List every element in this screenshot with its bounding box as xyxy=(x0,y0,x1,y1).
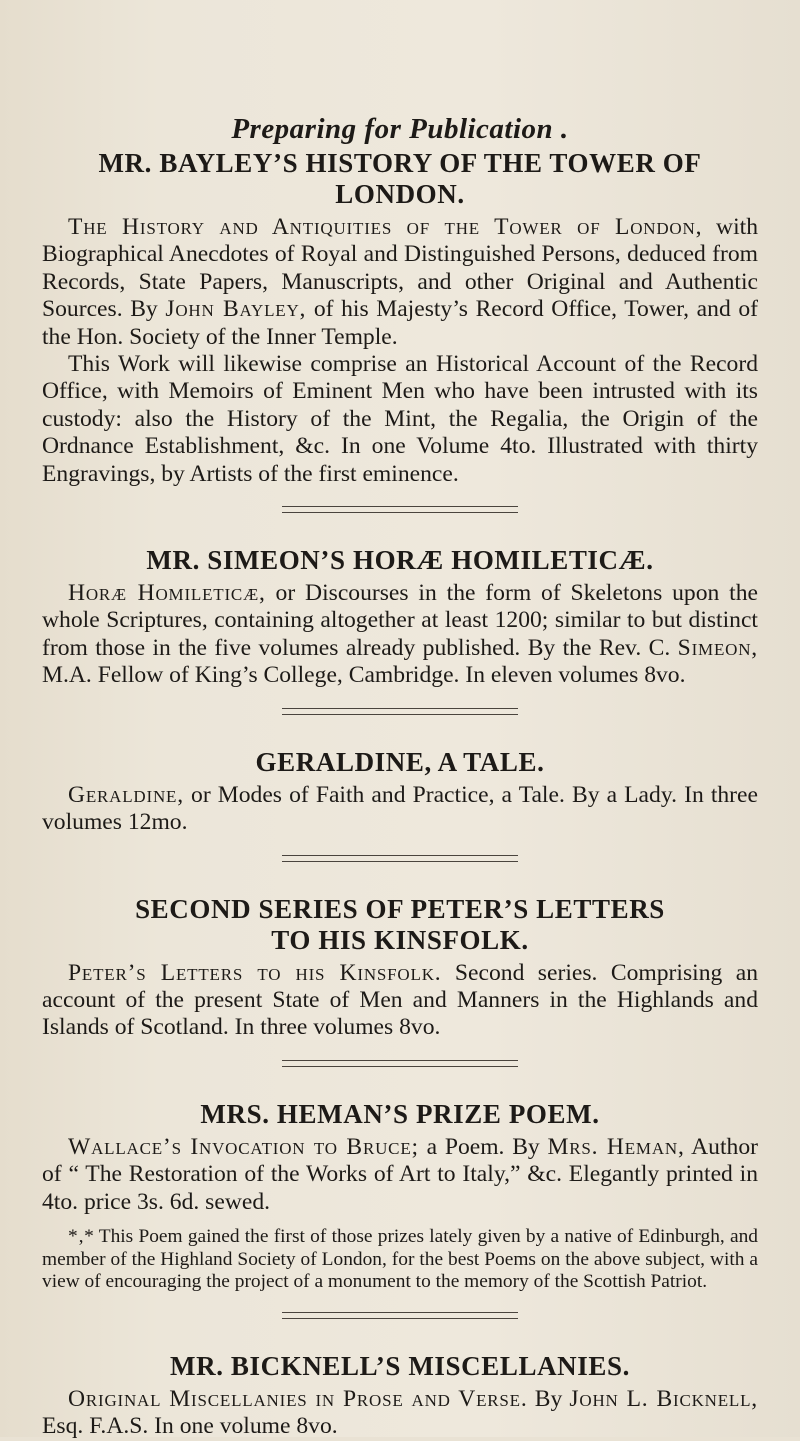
section-paragraph: This Work will likewise comprise an Historical Account of the Record Office, with Memoirs of Eminent Men who have been intrusted with its custody: also the History of the Mint, the Regalia, the Origin of the Ordnance Establishment, &c. In one Volume 4to. Illustrated with thirty Engravings, by Artists of the first eminence. xyxy=(42,351,758,487)
small-caps-text: John Bayley, xyxy=(165,296,307,323)
section-spacer xyxy=(42,1319,758,1351)
advertisement-section xyxy=(42,1099,758,1294)
advertisement-section xyxy=(42,1351,758,1441)
section-spacer xyxy=(42,1067,758,1099)
section-spacer xyxy=(42,862,758,894)
advertisement-section xyxy=(42,545,758,690)
section-title: MR. BICKNELL’S MISCELLANIES. xyxy=(170,1350,630,1381)
footnote: *‚* This Poem gained the first of those prizes lately given by a native of Edinburgh, and member of the Highland Society of London, for the best Poems on the above subject, with a view of encouraging the project of a monument to the memory of the Scottish Patriot. xyxy=(42,1225,758,1293)
section-spacer xyxy=(42,690,758,708)
section-paragraph: Peter’s Letters to his Kinsfolk. Second series. Comprising an account of the present State of Men and Manners in the Highlands and Islands of Scotland. In three volumes 8vo. xyxy=(42,959,758,1041)
advertisement-list xyxy=(42,148,758,1441)
section-title: MRS. HEMAN’S PRIZE POEM. xyxy=(200,1098,600,1129)
section-title: SECOND SERIES OF PETER’S LETTERS xyxy=(135,893,665,924)
small-caps-text: The History and Antiquities of the Tower of London, xyxy=(68,214,703,240)
small-caps-text: Simeon, xyxy=(677,634,758,661)
divider-rule xyxy=(282,855,518,862)
small-caps-text: Wallace’s Invocation to Bruce; xyxy=(68,1133,419,1160)
section-spacer xyxy=(42,1294,758,1312)
section-title: MR. BAYLEY’S HISTORY OF THE TOWER OF xyxy=(98,148,702,178)
section-title: TO HIS KINSFOLK. xyxy=(271,924,529,955)
section-paragraph: Geraldine, or Modes of Faith and Practice, a Tale. By a Lady. In three volumes 12mo. xyxy=(42,781,758,836)
divider-rule xyxy=(282,1060,518,1067)
preparing-heading: Preparing for Publication . xyxy=(231,113,569,145)
divider-rule xyxy=(282,708,518,715)
divider-rule xyxy=(282,1312,518,1319)
section-spacer xyxy=(42,513,758,545)
small-caps-text: Geraldine, xyxy=(68,781,184,808)
section-spacer xyxy=(42,1042,758,1060)
advertisement-section xyxy=(42,894,758,1042)
small-caps-text: Horæ Homileticæ, xyxy=(68,580,266,607)
section-paragraph: Wallace’s Invocation to Bruce; a Poem. By Mrs. Heman, Author of “ The Restoration of the Works of Art to Italy,” &c. Elegantly printed in 4to. price 3s. 6d. sewed. xyxy=(42,1133,758,1215)
divider-rule xyxy=(282,506,518,513)
section-spacer xyxy=(42,715,758,747)
section-title: MR. SIMEON’S HORÆ HOMILETICÆ. xyxy=(146,545,654,576)
small-caps-text: John L. Bicknell, xyxy=(569,1385,759,1412)
section-spacer xyxy=(42,488,758,506)
small-caps-text: Peter’s Letters to his Kinsfolk. xyxy=(68,959,442,986)
section-paragraph: Horæ Homileticæ, or Discourses in the form of Skeletons upon the whole Scriptures, containing altogether at least 1200; similar to but distinct from those in the five volumes already published. By the Rev. C. Simeon, M.A. Fellow of King’s College, Cambridge. In eleven volumes 8vo. xyxy=(42,580,758,689)
section-paragraph: The History and Antiquities of the Tower of London, with Biographical Anecdotes of Royal and Distinguished Persons, deduced from Records, State Papers, Manuscripts, and other Original and Authentic Sources. By John Bayley, of his Majesty’s Record Office, Tower, and of the Hon. Society of the Inner Temple. xyxy=(42,214,759,350)
section-title: GERALDINE, A TALE. xyxy=(255,746,545,777)
small-caps-text: Mrs. Heman, xyxy=(547,1133,685,1160)
section-title: LONDON. xyxy=(335,179,465,209)
small-caps-text: Original Miscellanies in Prose and Verse. xyxy=(68,1385,528,1412)
advertisement-section xyxy=(42,747,758,837)
section-spacer xyxy=(42,837,758,855)
advertisement-section xyxy=(42,148,758,488)
section-paragraph: Original Miscellanies in Prose and Verse. By John L. Bicknell, Esq. F.A.S. In one volume 8vo. xyxy=(42,1385,759,1440)
